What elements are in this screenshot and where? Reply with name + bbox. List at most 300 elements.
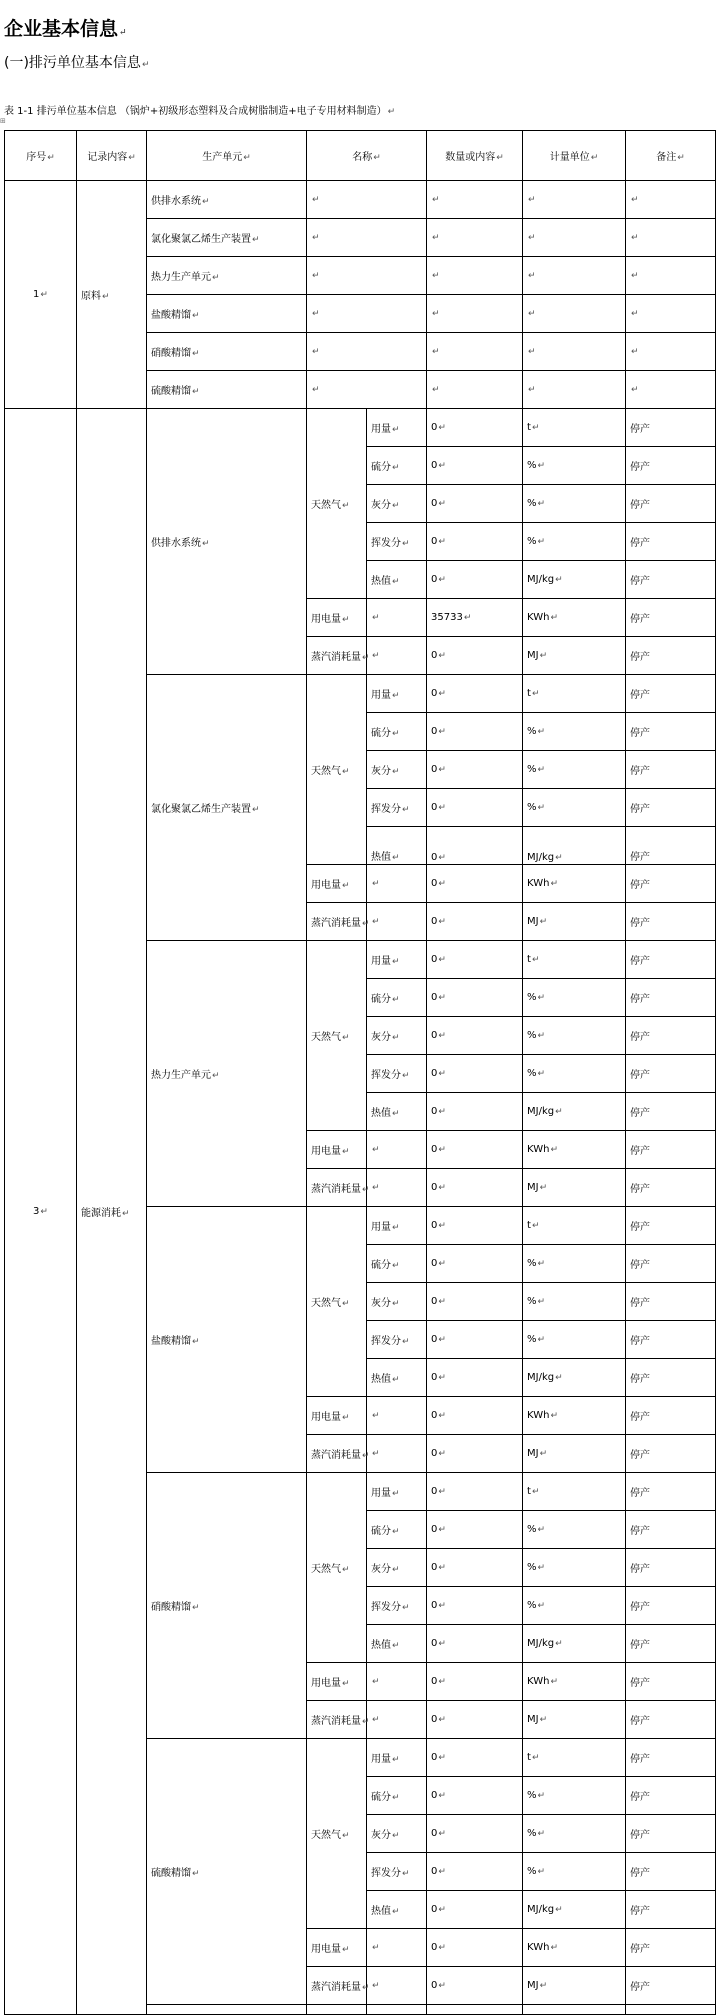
measure-cell — [523, 903, 626, 941]
measure-cell — [523, 2005, 626, 2015]
measure-cell — [523, 1549, 626, 1587]
status-cell — [626, 637, 716, 675]
cell-text: 热值 — [371, 1640, 391, 1651]
cell-text: 停产 — [630, 1868, 651, 1879]
paragraph-mark: ↵ — [372, 1981, 380, 1991]
unit-cell — [147, 295, 307, 333]
gas-label-cell — [307, 941, 367, 1131]
cell-text: 0 — [431, 1828, 438, 1839]
paragraph-mark: ↵ — [537, 727, 546, 737]
cell-text: 硫分 — [371, 994, 391, 1005]
paragraph-mark: ↵ — [202, 197, 210, 207]
paragraph-mark: ↵ — [402, 1869, 410, 1879]
unit-cell — [147, 257, 307, 295]
cell-text: 0 — [431, 422, 438, 433]
paragraph-mark: ↵ — [372, 1715, 380, 1725]
measure-cell — [523, 485, 626, 523]
cell-text: MJ — [527, 1980, 539, 1991]
paragraph-mark: ↵ — [438, 1791, 446, 1801]
name-detail-cell — [367, 1435, 427, 1473]
cell-text: 停产 — [630, 1678, 651, 1689]
measure-cell — [523, 447, 626, 485]
paragraph-mark: ↵ — [438, 1525, 446, 1535]
cell-text: 用量 — [371, 956, 391, 967]
paragraph-mark: ↵ — [537, 1829, 546, 1839]
cell-text: MJ — [527, 1182, 539, 1193]
status-cell — [626, 1701, 716, 1739]
cell-text: 供排水系统 — [151, 538, 201, 549]
gas-item-cell — [367, 675, 427, 713]
gas-item-cell — [367, 1283, 427, 1321]
gas-item-cell — [367, 1359, 427, 1397]
status-cell — [626, 1131, 716, 1169]
cell-text: 0 — [431, 1638, 438, 1649]
measure-cell — [523, 1701, 626, 1739]
status-cell — [626, 599, 716, 637]
cell-text: 0 — [431, 1866, 438, 1877]
cell-text: 停产 — [630, 1754, 651, 1765]
header-measure — [523, 131, 626, 181]
paragraph-mark: ↵ — [537, 461, 546, 471]
gas-item-cell — [367, 485, 427, 523]
cell-text: 0 — [431, 498, 438, 509]
cell-text: KWh — [527, 878, 550, 889]
name-detail-cell — [367, 1663, 427, 1701]
cell-text: 停产 — [630, 1982, 651, 1993]
cell-text: t — [527, 954, 531, 965]
paragraph-mark: ↵ — [392, 853, 400, 863]
paragraph-mark: ↵ — [438, 917, 446, 927]
paragraph-mark: ↵ — [537, 1335, 546, 1345]
anchor-icon: ⊞ — [0, 117, 6, 125]
name-detail-cell — [367, 1929, 427, 1967]
quantity-cell — [427, 2005, 523, 2015]
status-cell — [626, 1853, 716, 1891]
cell-text: 硝酸精馏 — [151, 1602, 191, 1613]
cell-text: 停产 — [630, 1070, 651, 1081]
measure-cell — [523, 941, 626, 979]
gas-label-cell — [307, 1739, 367, 1929]
paragraph-mark: ↵ — [362, 919, 370, 929]
quantity-cell — [427, 1815, 523, 1853]
paragraph-mark: ↵ — [202, 539, 210, 549]
cell-text: 停产 — [630, 1450, 651, 1461]
name-detail-cell — [367, 599, 427, 637]
cell-text: 0 — [431, 536, 438, 547]
paragraph-mark: ↵ — [537, 1601, 546, 1611]
cell-text: MJ/kg — [527, 1372, 555, 1383]
paragraph-mark: ↵ — [537, 1791, 546, 1801]
measure-cell — [523, 295, 626, 333]
status-cell — [626, 1055, 716, 1093]
name-detail-cell — [367, 865, 427, 903]
unit-cell — [147, 941, 307, 1207]
cell-text: 0 — [431, 1752, 438, 1763]
quantity-cell — [427, 599, 523, 637]
name-detail-cell — [367, 1701, 427, 1739]
paragraph-mark: ↵ — [555, 1107, 563, 1117]
cell-text: 挥发分 — [371, 1868, 401, 1879]
status-cell — [626, 523, 716, 561]
paragraph-mark: ↵ — [537, 803, 546, 813]
paragraph-mark: ↵ — [342, 1831, 350, 1841]
cell-text: 蒸汽消耗量 — [311, 918, 361, 929]
gas-item-cell — [367, 1739, 427, 1777]
electricity-label-cell — [307, 1131, 367, 1169]
cell-text: KWh — [527, 1144, 550, 1155]
cell-text: 停产 — [630, 1260, 651, 1271]
paragraph-mark: ↵ — [539, 1183, 548, 1193]
paragraph-mark: ↵ — [438, 727, 446, 737]
cell-text: MJ — [527, 916, 539, 927]
gas-item-cell — [367, 1511, 427, 1549]
cell-text: 停产 — [630, 1412, 651, 1423]
quantity-cell — [427, 1663, 523, 1701]
quantity-cell — [427, 1549, 523, 1587]
cell-text: 天然气 — [311, 1032, 341, 1043]
name-detail-cell — [367, 1131, 427, 1169]
cell-text: 停产 — [630, 576, 651, 587]
cell-text: 硫分 — [371, 728, 391, 739]
status-cell — [626, 1777, 716, 1815]
paragraph-mark: ↵ — [362, 653, 370, 663]
measure-cell — [523, 1587, 626, 1625]
paragraph-mark: ↵ — [631, 195, 639, 205]
quantity-cell — [427, 257, 523, 295]
quantity-cell — [427, 1625, 523, 1663]
paragraph-mark: ↵ — [392, 1223, 400, 1233]
cell-text: 盐酸精馏 — [151, 310, 191, 321]
measure-cell — [523, 675, 626, 713]
cell-text: 灰分 — [371, 766, 391, 777]
paragraph-mark: ↵ — [555, 1373, 563, 1383]
status-cell — [626, 1891, 716, 1929]
status-cell — [626, 789, 716, 827]
quantity-cell — [427, 523, 523, 561]
steam-label-cell — [307, 637, 370, 675]
paragraph-mark: ↵ — [531, 423, 540, 433]
cell-text: 用电量 — [311, 1678, 341, 1689]
quantity-cell — [427, 1929, 523, 1967]
paragraph-mark: ↵ — [372, 1411, 380, 1421]
gas-item-cell — [367, 1549, 427, 1587]
paragraph-mark: ↵ — [631, 385, 639, 395]
paragraph-mark: ↵ — [392, 1793, 400, 1803]
cell-text: 停产 — [630, 1564, 651, 1575]
remark-cell — [626, 333, 716, 371]
paragraph-mark: ↵ — [372, 879, 380, 889]
paragraph-mark: ↵ — [47, 153, 55, 163]
table-caption: 表 1-1 排污单位基本信息 （锅炉+初级形态塑料及合成树脂制造+电子专用材料制造）↵ — [4, 106, 396, 117]
cell-text: 0 — [431, 1144, 438, 1155]
quantity-cell — [427, 1017, 523, 1055]
paragraph-mark: ↵ — [372, 1183, 380, 1193]
cell-text: 停产 — [630, 1032, 651, 1043]
cell-text: t — [527, 688, 531, 699]
paragraph-mark: ↵ — [252, 805, 260, 815]
gas-item-cell — [367, 1625, 427, 1663]
status-cell — [626, 1245, 716, 1283]
quantity-cell — [427, 1967, 523, 2005]
paragraph-mark: ↵ — [192, 349, 200, 359]
cell-text: t — [527, 422, 531, 433]
paragraph-mark: ↵ — [677, 153, 685, 163]
paragraph-mark: ↵ — [537, 1563, 546, 1573]
cell-text: 停产 — [630, 1146, 651, 1157]
status-cell — [626, 675, 716, 713]
paragraph-mark: ↵ — [342, 1945, 350, 1955]
status-cell — [626, 1967, 716, 2005]
paragraph-mark: ↵ — [438, 1981, 446, 1991]
gas-item-cell — [367, 1017, 427, 1055]
cell-text: % — [527, 726, 537, 737]
cell-text: 挥发分 — [371, 1602, 401, 1613]
paragraph-mark: ↵ — [438, 1183, 446, 1193]
paragraph-mark: ↵ — [438, 423, 446, 433]
quantity-cell — [427, 181, 523, 219]
paragraph-mark: ↵ — [312, 347, 320, 357]
quantity-cell — [427, 1093, 523, 1131]
paragraph-mark: ↵ — [402, 1603, 410, 1613]
cell-text: 热值 — [371, 576, 391, 587]
paragraph-mark: ↵ — [539, 1715, 548, 1725]
measure-cell — [523, 1777, 626, 1815]
cell-text: 灰分 — [371, 1032, 391, 1043]
measure-cell — [523, 1245, 626, 1283]
paragraph-mark: ↵ — [372, 613, 380, 623]
paragraph-mark: ↵ — [438, 1487, 446, 1497]
cell-text: 硫分 — [371, 1260, 391, 1271]
paragraph-mark: ↵ — [102, 292, 110, 302]
measure-cell — [523, 1891, 626, 1929]
cell-text: 停产 — [630, 1640, 651, 1651]
status-cell — [626, 979, 716, 1017]
status-cell — [626, 1321, 716, 1359]
quantity-cell — [427, 1587, 523, 1625]
paragraph-mark: ↵ — [342, 1413, 350, 1423]
cell-text: 0 — [431, 1296, 438, 1307]
name-detail-cell — [367, 903, 427, 941]
paragraph-mark: ↵ — [432, 347, 440, 357]
cell-text: 蒸汽消耗量 — [311, 1716, 361, 1727]
paragraph-mark: ↵ — [192, 387, 200, 397]
cell-text: 停产 — [630, 1374, 651, 1385]
paragraph-mark: ↵ — [392, 767, 400, 777]
cell-text: 名称 — [352, 152, 373, 163]
header-seq — [5, 131, 77, 181]
unit-cell — [147, 409, 307, 675]
cell-text: t — [527, 1220, 531, 1231]
cell-text: 停产 — [630, 1488, 651, 1499]
cell-text: 硫分 — [371, 1792, 391, 1803]
paragraph-mark: ↵ — [438, 1297, 446, 1307]
cell-text: 1 — [33, 289, 40, 300]
paragraph-mark: ↵ — [432, 309, 440, 319]
paragraph-mark: ↵ — [438, 1943, 446, 1953]
measure-cell — [523, 599, 626, 637]
name-cell — [307, 2005, 367, 2015]
status-cell — [626, 1169, 716, 1207]
paragraph-mark: ↵ — [402, 1071, 410, 1081]
paragraph-mark: ↵ — [590, 153, 599, 163]
measure-cell — [523, 751, 626, 789]
paragraph-mark: ↵ — [312, 309, 320, 319]
cell-text: 停产 — [630, 1336, 651, 1347]
status-cell — [626, 1017, 716, 1055]
cell-text: % — [527, 1562, 537, 1573]
paragraph-mark: ↵ — [531, 1221, 540, 1231]
cell-text: 0 — [431, 650, 438, 661]
cell-text: 挥发分 — [371, 804, 401, 815]
paragraph-mark: ↵ — [438, 1905, 446, 1915]
quantity-cell — [427, 409, 523, 447]
paragraph-mark: ↵ — [402, 539, 410, 549]
quantity-cell — [427, 789, 523, 827]
cell-text: 0 — [431, 1904, 438, 1915]
remark-cell — [626, 371, 716, 409]
cell-text: MJ/kg — [527, 574, 555, 585]
cell-text: % — [527, 1068, 537, 1079]
status-cell — [626, 1093, 716, 1131]
paragraph-mark: ↵ — [40, 290, 48, 300]
cell-text: 0 — [431, 992, 438, 1003]
paragraph-mark: ↵ — [539, 1449, 548, 1459]
cell-text: 0 — [431, 726, 438, 737]
measure-cell — [523, 1321, 626, 1359]
cell-text: MJ/kg — [527, 1106, 555, 1117]
unit-cell — [147, 675, 307, 941]
paragraph-mark: ↵ — [438, 765, 446, 775]
cell-text: 停产 — [630, 1792, 651, 1803]
cell-text: 0 — [431, 1182, 438, 1193]
gas-item-cell — [367, 789, 427, 827]
paragraph-mark: ↵ — [550, 613, 558, 623]
unit-cell — [147, 371, 307, 409]
unit-cell — [147, 1739, 307, 2005]
cell-text: 供排水系统 — [151, 196, 201, 207]
cell-text: 天然气 — [311, 1830, 341, 1841]
paragraph-mark: ↵ — [392, 1565, 400, 1575]
paragraph-mark: ↵ — [537, 1867, 546, 1877]
paragraph-mark: ↵ — [539, 1981, 548, 1991]
measure-cell — [523, 333, 626, 371]
quantity-cell — [427, 1283, 523, 1321]
cell-text: 停产 — [630, 690, 651, 701]
cell-text: 0 — [431, 764, 438, 775]
paragraph-mark: ↵ — [438, 689, 446, 699]
cell-text: % — [527, 1866, 537, 1877]
cell-text: KWh — [527, 612, 550, 623]
steam-label-cell — [307, 1967, 370, 2005]
gas-item-cell — [367, 1245, 427, 1283]
gas-item-cell — [367, 941, 427, 979]
electricity-label-cell — [307, 1663, 367, 1701]
cell-text: 停产 — [630, 1298, 651, 1309]
cell-text: 0 — [431, 954, 438, 965]
status-cell — [626, 485, 716, 523]
measure-cell — [523, 1929, 626, 1967]
cell-text: % — [527, 1600, 537, 1611]
cell-text: 盐酸精馏 — [151, 1336, 191, 1347]
status-cell — [626, 1283, 716, 1321]
measure-cell — [523, 1055, 626, 1093]
cell-text: 硫酸精馏 — [151, 1868, 191, 1879]
cell-text: 0 — [431, 1448, 438, 1459]
cell-text: 停产 — [630, 1108, 651, 1119]
paragraph-mark: ↵ — [342, 1679, 350, 1689]
cell-text: MJ/kg — [527, 1904, 555, 1915]
paragraph-mark: ↵ — [555, 853, 563, 863]
quantity-cell — [427, 447, 523, 485]
status-cell — [626, 1815, 716, 1853]
measure-cell — [523, 865, 626, 903]
cell-text: 0 — [431, 688, 438, 699]
name-cell — [307, 295, 427, 333]
paragraph-mark: ↵ — [550, 1145, 558, 1155]
steam-label-cell — [307, 903, 370, 941]
cell-text: 3 — [33, 1206, 40, 1217]
cell-text: % — [527, 802, 537, 813]
paragraph-mark: ↵ — [372, 917, 380, 927]
paragraph-mark: ↵ — [392, 691, 400, 701]
measure-cell — [523, 637, 626, 675]
gas-item-cell — [367, 827, 427, 865]
cell-text: 用量 — [371, 1222, 391, 1233]
paragraph-mark: ↵ — [438, 537, 446, 547]
cell-text: % — [527, 460, 537, 471]
status-cell — [626, 447, 716, 485]
paragraph-mark: ↵ — [537, 993, 546, 1003]
cell-text: 0 — [431, 1562, 438, 1573]
cell-text: % — [527, 1334, 537, 1345]
quantity-cell — [427, 295, 523, 333]
cell-text: 0 — [431, 1600, 438, 1611]
quantity-cell — [427, 1359, 523, 1397]
paragraph-mark: ↵ — [438, 499, 446, 509]
paragraph-mark: ↵ — [128, 153, 136, 163]
remark-cell — [626, 181, 716, 219]
gas-item-cell — [367, 1777, 427, 1815]
measure-cell — [523, 1283, 626, 1321]
quantity-cell — [427, 865, 523, 903]
cell-text: % — [527, 992, 537, 1003]
paragraph-mark: ↵ — [438, 1829, 446, 1839]
paragraph-mark: ↵ — [342, 881, 350, 891]
quantity-cell — [427, 903, 523, 941]
paragraph-mark: ↵ — [392, 1033, 400, 1043]
cell-text: 用量 — [371, 424, 391, 435]
cell-text: % — [527, 1828, 537, 1839]
seq-cell — [5, 181, 77, 409]
paragraph-mark: ↵ — [528, 347, 536, 357]
paragraph-mark: ↵ — [192, 1869, 200, 1879]
measure-cell — [523, 1169, 626, 1207]
cell-text: 停产 — [630, 424, 651, 435]
remark-cell — [626, 2005, 716, 2015]
cell-text: 0 — [431, 1524, 438, 1535]
unit-cell — [147, 2005, 307, 2015]
cell-text: 0 — [431, 916, 438, 927]
cell-text: 0 — [431, 1980, 438, 1991]
paragraph-mark: ↵ — [372, 1677, 380, 1687]
header-row — [5, 131, 716, 181]
paragraph-mark: ↵ — [432, 385, 440, 395]
quantity-cell — [427, 1777, 523, 1815]
paragraph-mark: ↵ — [531, 689, 540, 699]
paragraph-mark: ↵ — [312, 195, 320, 205]
paragraph-mark: ↵ — [392, 463, 400, 473]
cell-text: 0 — [431, 1410, 438, 1421]
